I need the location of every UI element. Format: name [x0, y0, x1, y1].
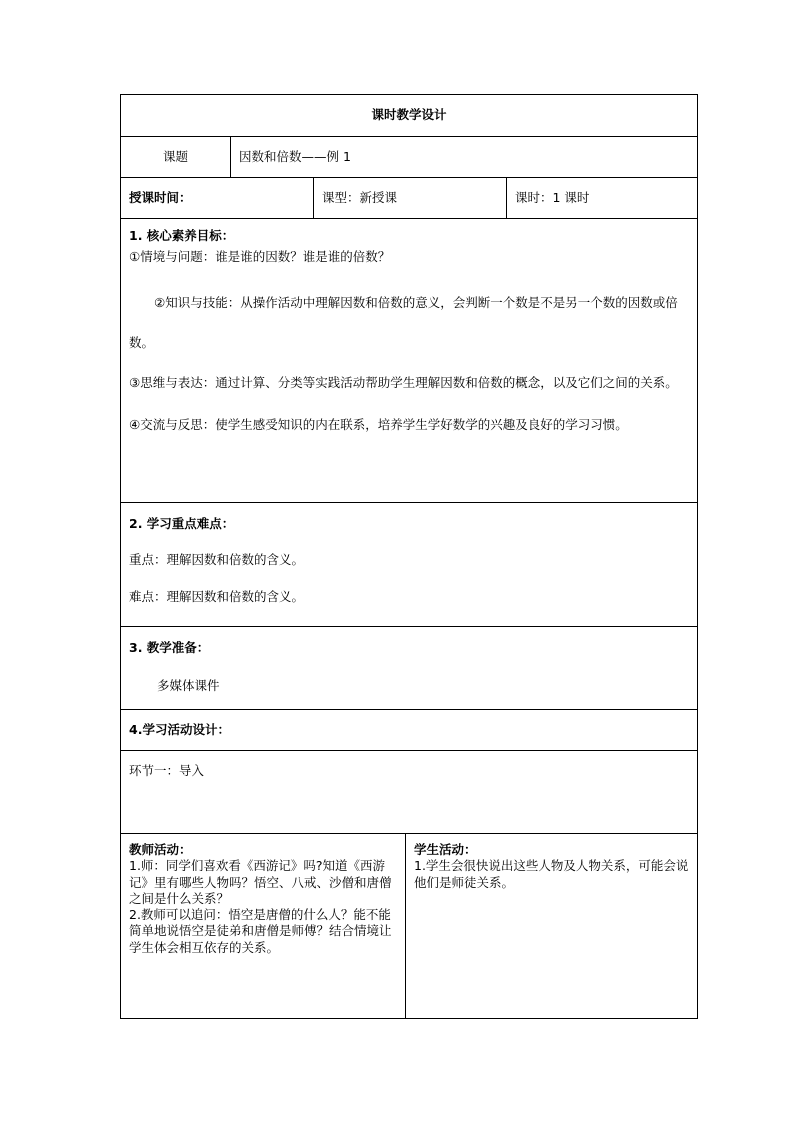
lesson-plan-table — [120, 94, 698, 1019]
student-activity-heading: 学生活动： — [414, 842, 477, 857]
segment-one-heading: 环节一：导入 — [129, 763, 205, 778]
document-title: 课时教学设计 — [121, 95, 698, 137]
core-goals-heading: 1. 核心素养目标： — [129, 228, 235, 243]
segment-one-section — [121, 751, 698, 834]
goal-item: ②知识与技能：从操作活动中理解因数和倍数的意义，会判断一个数是不是另一个数的因数或倍数。 — [129, 294, 678, 350]
goal-item: ④交流与反思：使学生感受知识的内在联系，培养学生学好数学的兴趣及良好的学习习惯。 — [129, 416, 628, 432]
key-difficult-heading: 2. 学习重点难点： — [129, 516, 235, 531]
teacher-activity-heading: 教师活动： — [129, 842, 192, 857]
difficult-point: 难点：理解因数和倍数的含义。 — [129, 588, 305, 604]
activity-design-heading: 4.学习活动设计： — [121, 710, 698, 751]
key-difficult-section — [121, 503, 698, 627]
goal-item: ①情境与问题：谁是谁的因数？谁是谁的倍数？ — [129, 249, 391, 265]
core-goals-section — [121, 219, 698, 503]
lesson-time-label: 授课时间： — [121, 178, 314, 219]
goal-item: ③思维与表达：通过计算、分类等实践活动帮助学生理解因数和倍数的概念，以及它们之间的关系。 — [129, 374, 678, 390]
student-activity-line: 1.学生会很快说出这些人物及人物关系，可能会说他们是师徒关系。 — [414, 858, 689, 890]
teacher-activity-cell — [121, 834, 406, 1019]
student-activity-cell — [406, 834, 698, 1019]
preparation-heading: 3. 教学准备： — [129, 640, 210, 655]
teacher-activity-line: 1.师：同学们喜欢看《西游记》吗?知道《西游记》里有哪些人物吗？悟空、八戒、沙僧和唐僧之间是什么关系？ — [129, 858, 392, 906]
preparation-section — [121, 627, 698, 710]
topic-value: 因数和倍数——例 1 — [231, 137, 698, 178]
lesson-period-label: 课时：1 课时 — [507, 178, 698, 219]
lesson-type-label: 课型：新授课 — [314, 178, 507, 219]
key-point: 重点：理解因数和倍数的含义。 — [129, 552, 305, 568]
topic-label: 课题 — [121, 137, 231, 178]
teacher-activity-line: 2.教师可以追问：悟空是唐僧的什么人？能不能简单地说悟空是徒弟和唐僧是师傅？结合情境让学生体会相互依存的关系。 — [129, 907, 392, 955]
preparation-content: 多媒体课件 — [157, 678, 220, 694]
